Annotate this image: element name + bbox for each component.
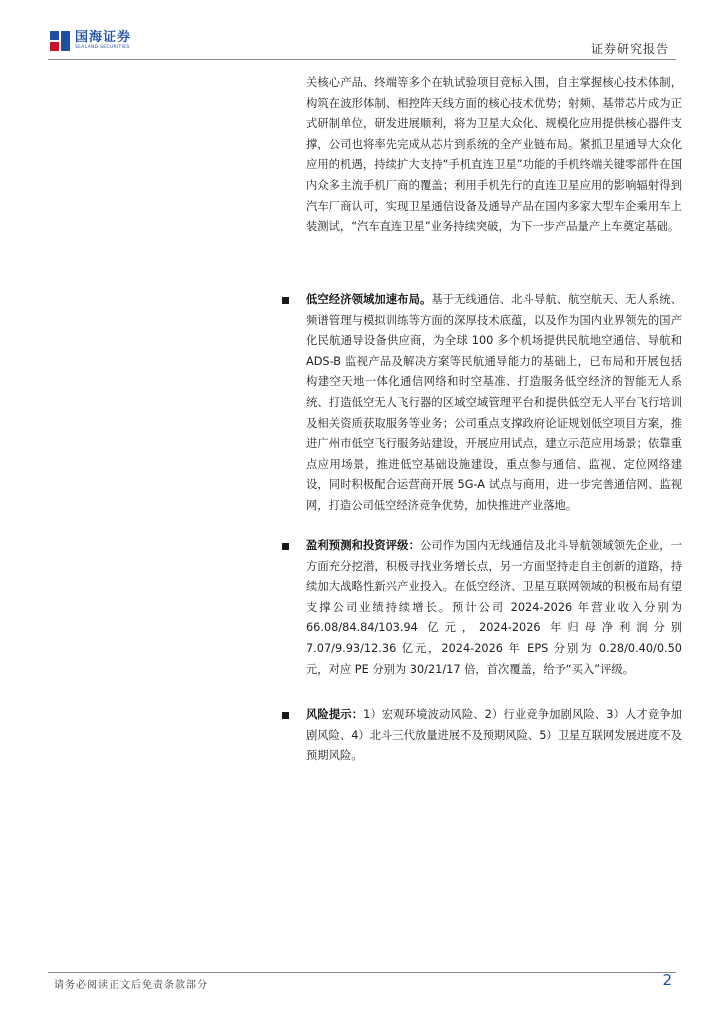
paragraph-heading: 盈利预测和投资评级： — [306, 539, 420, 552]
paragraph-text: 1）宏观环境波动风险、2）行业竞争加剧风险、3）人才竞争加剧风险、4）北斗三代放量进展不及预期风险、5）卫星互联网发展进度不及预期风险。 — [306, 708, 682, 763]
logo-english-name: SEALAND SECURITIES — [75, 45, 130, 51]
footer-divider — [48, 972, 676, 973]
paragraph-heading: 风险提示： — [306, 708, 364, 721]
header-divider — [48, 59, 676, 60]
paragraph-text: 公司作为国内无线通信及北斗导航领域领先企业，一方面充分挖潜，积极寻找业务增长点，另一方面坚持走自主创新的道路，持续加大战略性新兴产业投入。在低空经济、卫星互联网领域的积极布局有望支撑公司业绩持续增长。预计公司 2024-2026 年营业收入分别为 66.08/84.84/103.94 亿元，2024-2026 年归母净利润分别 7.07/9.93/12.36 亿元，2024-2026 年 EPS 分别为 0.28/0.40/0.50 元，对应 PE 分别为 30/21/17 倍，首次覆盖，给予“买入”评级。 — [306, 539, 682, 676]
paragraph-forecast-rating — [306, 536, 682, 680]
company-logo-icon — [50, 31, 70, 51]
footer-disclaimer: 请务必阅读正文后免责条款部分 — [54, 980, 208, 991]
document-type-label: 证券研究报告 — [590, 42, 669, 56]
paragraph-satellite: 关核心产品、终端等多个在轨试验项目竞标入围，自主掌握核心技术体制，构筑在波形体制、相控阵天线方面的核心技术优势；射频、基带芯片成为正式研制单位，研发进展顺利，将为卫星大众化、规模化应用提供核心器件支撑，公司也将率先完成从芯片到系统的全产业链布局。紧抓卫星通导大众化应用的机遇，持续扩大支持“手机直连卫星”功能的手机终端关键零部件在国内众多主流手机厂商的覆盖；利用手机先行的直连卫星应用的影响辐射得到汽车厂商认可，实现卫星通信设备及通导产品在国内多家大型车企乘用车上装测试，“汽车直连卫星”业务持续突破，为下一步产品量产上车奠定基础。 — [306, 76, 682, 234]
paragraph-text: 基于无线通信、北斗导航、航空航天、无人系统、频谱管理与模拟训练等方面的深厚技术底蕴，以及作为国内业界领先的国产化民航通导设备供应商，为全球 100 多个机场提供民航地空通信、导航和 ADS-B 监视产品及解决方案等民航通导能力的基础上，已布局和开展包括构建空天地一体化通信网络和时空基准、打造服务低空经济的智能无人系统、打造低空无人飞行器的区域空域管理平台和提供低空无人平台飞行培训及相关资质获取服务等业务；公司重点支撑政府论证规划低空项目方案，推进广州市低空飞行服务站建设，开展应用试点，建立示范应用场景；依靠重点应用场景，推进低空基础设施建设，重点参与通信、监视、定位网络建设，同时积极配合运营商开展 5G-A 试点与商用，进一步完善通信网、监视网，打造公司低空经济竞争优势，加快推进产业落地。 — [306, 293, 682, 512]
page-number: 2 — [662, 971, 672, 989]
logo-chinese-name: 国海证券 — [75, 30, 132, 46]
bullet-square-icon — [282, 297, 289, 304]
paragraph-risk-warning — [306, 705, 682, 767]
header-logo — [50, 31, 131, 51]
bullet-square-icon — [282, 543, 289, 550]
paragraph-low-altitude — [306, 290, 682, 517]
bullet-square-icon — [282, 712, 289, 719]
paragraph-heading: 低空经济领域加速布局。 — [306, 293, 432, 306]
